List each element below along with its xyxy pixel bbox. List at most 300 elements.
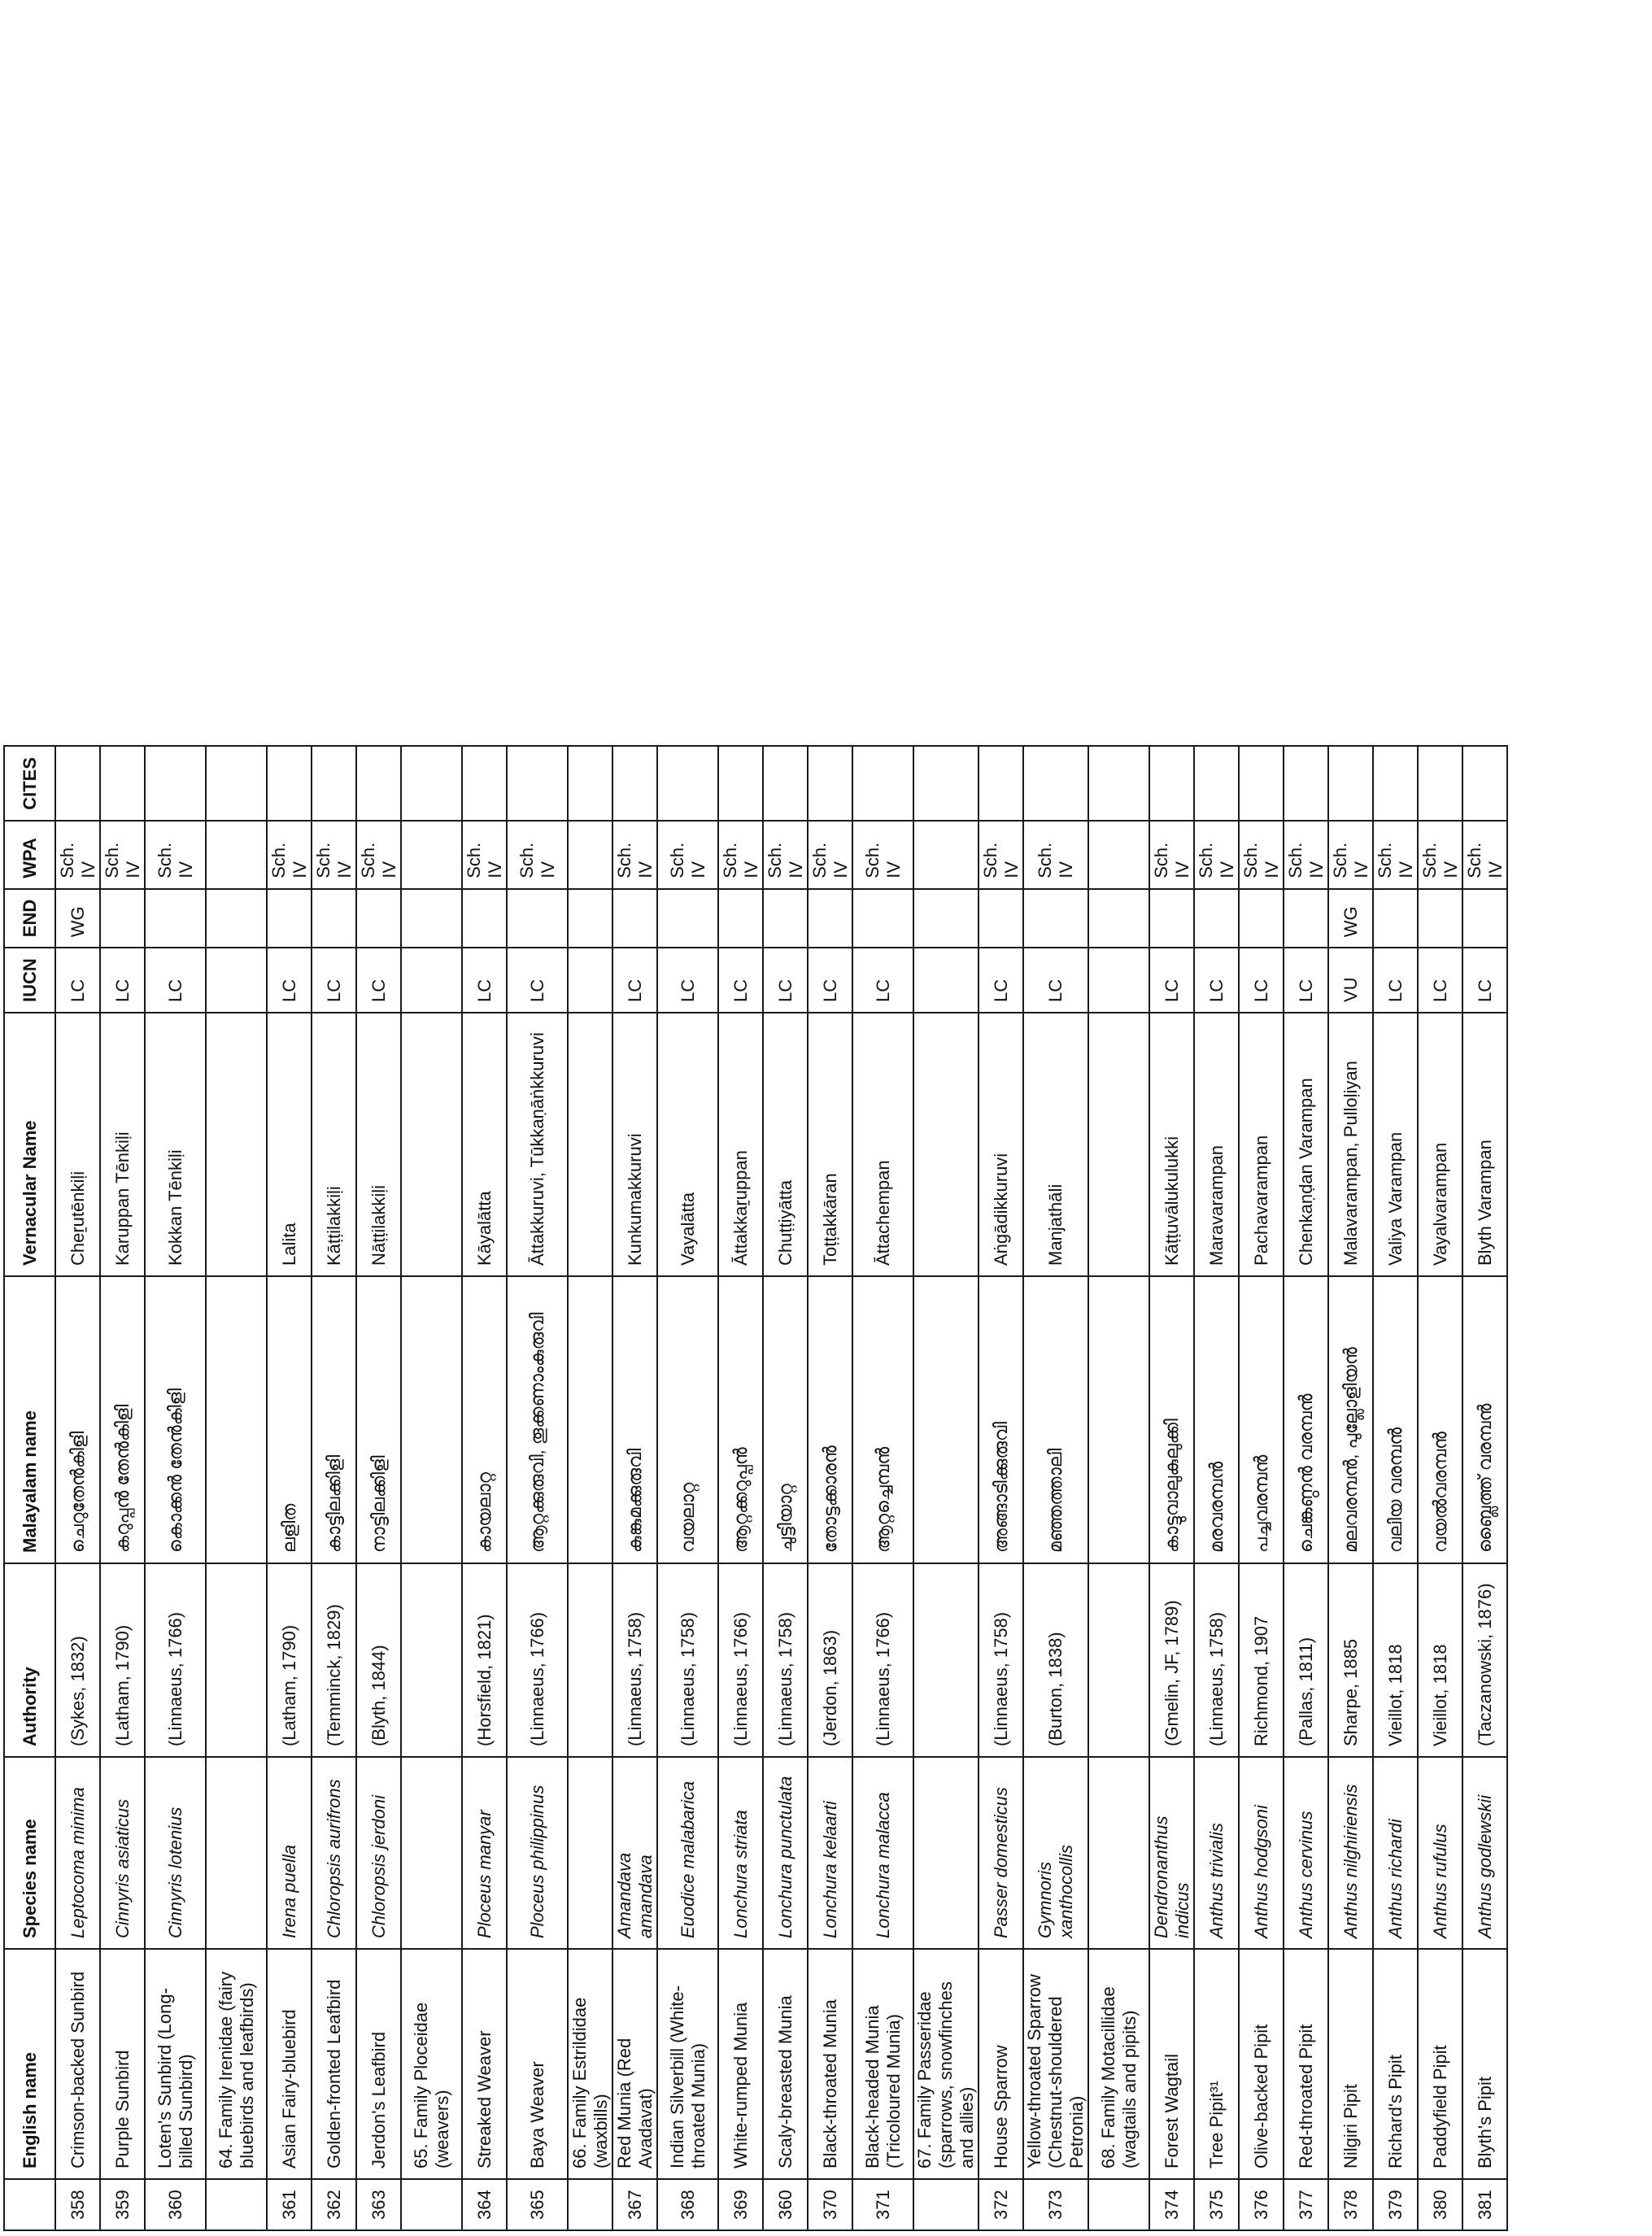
cell-malayalam-name: പച്ചവരമ്പൻ [1239,1276,1284,1563]
cell-vernacular-name: Pachavarampan [1239,1013,1284,1276]
family-heading: 64. Family Irenidae (fairy bluebirds and leafbirds) [206,1949,267,2179]
empty-cell [913,821,979,889]
cell-number: 364 [462,2179,507,2230]
cell-authority: (Linnaeus, 1758) [763,1563,808,1757]
cell-english-name: Asian Fairy-bluebird [267,1949,312,2179]
empty-cell [913,1013,979,1276]
cell-vernacular-name: Aṅgādikkuruvi [979,1013,1023,1276]
cell-iucn: LC [1373,948,1418,1013]
cell-english-name: Yellow-throated Sparrow (Chestnut-shouldered Petronia) [1023,1949,1088,2179]
table-row [718,746,763,2230]
empty-cell [568,948,612,1013]
cell-number [1088,2179,1149,2230]
cell-end [1284,889,1328,948]
cell-authority: Vieillot, 1818 [1418,1563,1462,1757]
table-row [1239,746,1284,2230]
cell-cites [852,746,913,821]
header-row [4,746,55,2230]
cell-iucn: LC [356,948,401,1013]
cell-iucn: LC [979,948,1023,1013]
cell-number: 365 [507,2179,568,2230]
empty-cell [401,1013,462,1276]
cell-species-name: Lonchura malacca [852,1757,913,1949]
cell-species-name: Dendronanthus indicus [1149,1757,1194,1949]
cell-malayalam-name: ചെറുതേൻകിളി [55,1276,100,1563]
cell-malayalam-name: ആറ്റക്കുരുവി, തൂക്കണാംകുരുവി [507,1276,568,1563]
cell-authority: (Jerdon, 1863) [808,1563,852,1757]
cell-cites [718,746,763,821]
table-row [1462,746,1507,2230]
species-table [3,745,1508,2231]
cell-english-name: Jerdon's Leafbird [356,1949,401,2179]
cell-vernacular-name: Āttakkuruvi, Tūkkaṇāṅkkuruvi [507,1013,568,1276]
table-row [145,746,206,2230]
cell-authority: (Taczanowski, 1876) [1462,1563,1507,1757]
empty-cell [568,746,612,821]
family-heading: 67. Family Passeridae (sparrows, snowfinches and allies) [913,1949,979,2179]
cell-malayalam-name: വയൽവരമ്പൻ [1418,1276,1462,1563]
cell-vernacular-name: Āttachempan [852,1013,913,1276]
cell-vernacular-name: Maravarampan [1194,1013,1239,1276]
empty-cell [206,821,267,889]
cell-cites [507,746,568,821]
cell-malayalam-name: ചെങ്കണ്ഠൻ വരമ്പൻ [1284,1276,1328,1563]
cell-vernacular-name: Cheṟutēnkiḷi [55,1013,100,1276]
cell-cites [979,746,1023,821]
cell-number: 370 [808,2179,852,2230]
cell-malayalam-name: വയലാറ്റ [657,1276,718,1563]
cell-wpa: Sch. IV [718,821,763,889]
table-row [612,746,657,2230]
cell-english-name: Tree Pipit³¹ [1194,1949,1239,2179]
cell-number: 375 [1194,2179,1239,2230]
cell-english-name: White-rumped Munia [718,1949,763,2179]
cell-cites [1284,746,1328,821]
cell-malayalam-name: കായലാറ്റ [462,1276,507,1563]
cell-english-name: Indian Silverbill (White-throated Munia) [657,1949,718,2179]
table-row [979,746,1023,2230]
empty-cell [1088,948,1149,1013]
empty-cell [206,1013,267,1276]
cell-species-name: Leptocoma minima [55,1757,100,1949]
empty-cell [206,746,267,821]
cell-cites [808,746,852,821]
empty-cell [913,746,979,821]
cell-vernacular-name: Vayalvarampan [1418,1013,1462,1276]
empty-cell [913,889,979,948]
empty-cell [1088,1276,1149,1563]
cell-species-name: Irena puella [267,1757,312,1949]
empty-cell [568,1757,612,1949]
cell-number [913,2179,979,2230]
empty-cell [401,1276,462,1563]
table-row [1149,746,1194,2230]
cell-species-name: Anthus richardi [1373,1757,1418,1949]
empty-cell [401,1757,462,1949]
cell-iucn: LC [657,948,718,1013]
empty-cell [1088,821,1149,889]
cell-number: 380 [1418,2179,1462,2230]
cell-end [267,889,312,948]
cell-number: 362 [312,2179,356,2230]
cell-number: 378 [1328,2179,1373,2230]
cell-iucn: LC [1462,948,1507,1013]
cell-species-name: Lonchura striata [718,1757,763,1949]
cell-iucn: LC [1149,948,1194,1013]
table-body [55,746,1507,2230]
cell-wpa: Sch. IV [979,821,1023,889]
cell-vernacular-name: Toṭṭakkāran [808,1013,852,1276]
cell-cites [145,746,206,821]
cell-english-name: Black-throated Munia [808,1949,852,2179]
cell-malayalam-name: ലളിത [267,1276,312,1563]
family-heading: 65. Family Ploceidae (weavers) [401,1949,462,2179]
col-header-end: END [4,889,55,948]
empty-cell [206,1757,267,1949]
cell-iucn: LC [145,948,206,1013]
cell-vernacular-name: Karuppan Tēnkiḷi [100,1013,145,1276]
cell-cites [55,746,100,821]
col-header-cites: CITES [4,746,55,821]
empty-cell [401,746,462,821]
cell-english-name: Olive-backed Pipit [1239,1949,1284,2179]
cell-vernacular-name: Kāyalātta [462,1013,507,1276]
cell-vernacular-name: Kokkan Tēnkiḷi [145,1013,206,1276]
empty-cell [568,821,612,889]
cell-vernacular-name: Chuṭṭiyātta [763,1013,808,1276]
cell-iucn: LC [718,948,763,1013]
cell-iucn: VU [1328,948,1373,1013]
cell-iucn: LC [55,948,100,1013]
cell-end [1373,889,1418,948]
cell-end [1194,889,1239,948]
cell-species-name: Anthus hodgsoni [1239,1757,1284,1949]
cell-cites [1462,746,1507,821]
cell-wpa: Sch. IV [808,821,852,889]
table-row [1023,746,1088,2230]
cell-english-name: Blyth's Pipit [1462,1949,1507,2179]
cell-end: WG [55,889,100,948]
cell-malayalam-name: മരവരമ്പൻ [1194,1276,1239,1563]
cell-authority: Richmond, 1907 [1239,1563,1284,1757]
cell-end [763,889,808,948]
cell-cites [1328,746,1373,821]
cell-wpa: Sch. IV [267,821,312,889]
family-row [568,746,612,2230]
col-header-malayalam-name: Malayalam name [4,1276,55,1563]
cell-end [1462,889,1507,948]
cell-end [1239,889,1284,948]
cell-wpa: Sch. IV [100,821,145,889]
cell-species-name: Anthus cervinus [1284,1757,1328,1949]
cell-end [808,889,852,948]
cell-wpa: Sch. IV [312,821,356,889]
empty-cell [1088,1013,1149,1276]
cell-end [1418,889,1462,948]
cell-malayalam-name: കറുപ്പൻ തേൻകിളി [100,1276,145,1563]
empty-cell [1088,1563,1149,1757]
cell-authority: (Linnaeus, 1758) [979,1563,1023,1757]
family-row [1088,746,1149,2230]
cell-species-name: Ploceus manyar [462,1757,507,1949]
cell-iucn: LC [1023,948,1088,1013]
cell-english-name: Scaly-breasted Munia [763,1949,808,2179]
table-row [100,746,145,2230]
table-row [1418,746,1462,2230]
cell-authority: (Horsfield, 1821) [462,1563,507,1757]
family-heading: 66. Family Estrildidae (waxbills) [568,1949,612,2179]
col-header-vernacular-name: Vernacular Name [4,1013,55,1276]
cell-authority: (Linnaeus, 1766) [145,1563,206,1757]
col-header-english-name: English name [4,1949,55,2179]
cell-number: 381 [1462,2179,1507,2230]
table-row [1328,746,1373,2230]
table-row [1194,746,1239,2230]
cell-english-name: Red-throated Pipit [1284,1949,1328,2179]
cell-iucn: LC [462,948,507,1013]
cell-number: 368 [657,2179,718,2230]
cell-wpa: Sch. IV [612,821,657,889]
cell-english-name: Forest Wagtail [1149,1949,1194,2179]
table-row [808,746,852,2230]
cell-vernacular-name: Lalita [267,1013,312,1276]
cell-end [718,889,763,948]
cell-cites [462,746,507,821]
cell-species-name: Passer domesticus [979,1757,1023,1949]
cell-english-name: Black-headed Munia (Tricoloured Munia) [852,1949,913,2179]
table-row [267,746,312,2230]
cell-end: WG [1328,889,1373,948]
cell-cites [1194,746,1239,821]
cell-end [356,889,401,948]
cell-cites [657,746,718,821]
cell-vernacular-name: Kāṭṭilakkiḷi [312,1013,356,1276]
cell-vernacular-name: Blyth Varampan [1462,1013,1507,1276]
cell-cites [356,746,401,821]
cell-wpa: Sch. IV [1328,821,1373,889]
cell-english-name: Golden-fronted Leafbird [312,1949,356,2179]
cell-number: 374 [1149,2179,1194,2230]
cell-malayalam-name: വലിയ വരമ്പൻ [1373,1276,1418,1563]
cell-english-name: House Sparrow [979,1949,1023,2179]
empty-cell [401,821,462,889]
cell-authority: (Linnaeus, 1766) [718,1563,763,1757]
cell-english-name: Loten's Sunbird (Long-billed Sunbird) [145,1949,206,2179]
empty-cell [568,1276,612,1563]
cell-end [612,889,657,948]
cell-authority: (Burton, 1838) [1023,1563,1088,1757]
cell-cites [1418,746,1462,821]
cell-iucn: LC [312,948,356,1013]
cell-english-name: Crimson-backed Sunbird [55,1949,100,2179]
cell-vernacular-name: Āttakkaṟuppan [718,1013,763,1276]
table-row [852,746,913,2230]
cell-iucn: LC [1284,948,1328,1013]
cell-malayalam-name: കുങ്കുമക്കുരുവി [612,1276,657,1563]
cell-malayalam-name: മഞ്ഞത്താലി [1023,1276,1088,1563]
cell-number: 360 [145,2179,206,2230]
cell-number [568,2179,612,2230]
cell-authority: (Linnaeus, 1758) [1194,1563,1239,1757]
cell-malayalam-name: തോട്ടക്കാരൻ [808,1276,852,1563]
table-row [312,746,356,2230]
cell-malayalam-name: കൊക്കൻ തേൻകിളി [145,1276,206,1563]
family-row [401,746,462,2230]
cell-wpa: Sch. IV [462,821,507,889]
cell-number: 377 [1284,2179,1328,2230]
col-header-wpa: WPA [4,821,55,889]
cell-wpa: Sch. IV [1418,821,1462,889]
cell-english-name: Streaked Weaver [462,1949,507,2179]
cell-number: 359 [100,2179,145,2230]
empty-cell [206,948,267,1013]
cell-authority: (Linnaeus, 1758) [657,1563,718,1757]
cell-malayalam-name: കാട്ടുവാലുകുലുക്കി [1149,1276,1194,1563]
empty-cell [1088,1757,1149,1949]
cell-species-name: Lonchura kelaarti [808,1757,852,1949]
cell-cites [1023,746,1088,821]
table-row [1284,746,1328,2230]
cell-end [657,889,718,948]
col-header-species-name: Species name [4,1757,55,1949]
cell-number: 361 [267,2179,312,2230]
cell-wpa: Sch. IV [1239,821,1284,889]
cell-wpa: Sch. IV [145,821,206,889]
cell-english-name: Paddyfield Pipit [1418,1949,1462,2179]
family-row [206,746,267,2230]
cell-vernacular-name: Valiya Varampan [1373,1013,1418,1276]
col-header-iucn: IUCN [4,948,55,1013]
cell-wpa: Sch. IV [1194,821,1239,889]
empty-cell [401,889,462,948]
cell-end [1149,889,1194,948]
cell-authority: Sharpe, 1885 [1328,1563,1373,1757]
cell-wpa: Sch. IV [852,821,913,889]
cell-cites [763,746,808,821]
cell-number: 369 [718,2179,763,2230]
cell-end [100,889,145,948]
cell-species-name: Cinnyris asiaticus [100,1757,145,1949]
cell-authority: (Blyth, 1844) [356,1563,401,1757]
cell-iucn: LC [1194,948,1239,1013]
table-row [55,746,100,2230]
cell-number [401,2179,462,2230]
cell-species-name: Anthus rufulus [1418,1757,1462,1949]
table-row [763,746,808,2230]
cell-wpa: Sch. IV [356,821,401,889]
table-row [1373,746,1418,2230]
cell-malayalam-name: ബ്ലൈത്ത് വരമ്പൻ [1462,1276,1507,1563]
cell-english-name: Baya Weaver [507,1949,568,2179]
cell-species-name: Cinnyris lotenius [145,1757,206,1949]
cell-wpa: Sch. IV [55,821,100,889]
cell-malayalam-name: ആറ്റക്കറുപ്പൻ [718,1276,763,1563]
cell-number: 376 [1239,2179,1284,2230]
cell-end [852,889,913,948]
cell-wpa: Sch. IV [763,821,808,889]
cell-number: 371 [852,2179,913,2230]
cell-malayalam-name: കാട്ടിലക്കിളി [312,1276,356,1563]
cell-malayalam-name: അങ്ങാടിക്കുരുവി [979,1276,1023,1563]
cell-authority: (Sykes, 1832) [55,1563,100,1757]
cell-end [979,889,1023,948]
cell-species-name: Anthus nilghiriensis [1328,1757,1373,1949]
cell-authority: (Latham, 1790) [267,1563,312,1757]
empty-cell [568,1563,612,1757]
cell-cites [100,746,145,821]
cell-number: 367 [612,2179,657,2230]
cell-authority: (Linnaeus, 1766) [507,1563,568,1757]
cell-english-name: Richard's Pipit [1373,1949,1418,2179]
cell-cites [1239,746,1284,821]
empty-cell [913,1563,979,1757]
col-header-number [4,2179,55,2230]
cell-end [507,889,568,948]
cell-species-name: Anthus trivialis [1194,1757,1239,1949]
cell-vernacular-name: Nāṭṭilakkiḷi [356,1013,401,1276]
cell-vernacular-name: Malavarampan, Pulloḷiyan [1328,1013,1373,1276]
empty-cell [401,1563,462,1757]
cell-vernacular-name: Kunkumakkuruvi [612,1013,657,1276]
family-row [913,746,979,2230]
cell-wpa: Sch. IV [1284,821,1328,889]
cell-english-name: Nilgiri Pipit [1328,1949,1373,2179]
cell-number: 358 [55,2179,100,2230]
cell-wpa: Sch. IV [507,821,568,889]
cell-authority: (Linnaeus, 1766) [852,1563,913,1757]
cell-iucn: LC [612,948,657,1013]
cell-number: 360 [763,2179,808,2230]
cell-species-name: Anthus godlewskii [1462,1757,1507,1949]
cell-authority: (Linnaeus, 1758) [612,1563,657,1757]
cell-number: 372 [979,2179,1023,2230]
col-header-authority: Authority [4,1563,55,1757]
cell-authority: (Gmelin, JF, 1789) [1149,1563,1194,1757]
cell-iucn: LC [852,948,913,1013]
cell-number: 379 [1373,2179,1418,2230]
empty-cell [1088,889,1149,948]
cell-end [312,889,356,948]
cell-cites [267,746,312,821]
cell-iucn: LC [763,948,808,1013]
cell-iucn: LC [100,948,145,1013]
empty-cell [568,1013,612,1276]
cell-species-name: Amandava amandava [612,1757,657,1949]
cell-species-name: Chloropsis jerdoni [356,1757,401,1949]
family-heading: 68. Family Motacillidae (wagtails and pipits) [1088,1949,1149,2179]
empty-cell [206,889,267,948]
cell-species-name: Lonchura punctulata [763,1757,808,1949]
cell-iucn: LC [267,948,312,1013]
table-row [507,746,568,2230]
cell-species-name: Chloropsis aurifrons [312,1757,356,1949]
table-row [462,746,507,2230]
cell-iucn: LC [808,948,852,1013]
cell-number: 363 [356,2179,401,2230]
empty-cell [206,1276,267,1563]
cell-cites [312,746,356,821]
cell-authority: Vieillot, 1818 [1373,1563,1418,1757]
cell-iucn: LC [1239,948,1284,1013]
cell-authority: (Pallas, 1811) [1284,1563,1328,1757]
cell-malayalam-name: ചുട്ടിയാറ്റ [763,1276,808,1563]
cell-malayalam-name: ആറ്റച്ചെമ്പൻ [852,1276,913,1563]
cell-vernacular-name: Chenkaṇḍan Varampan [1284,1013,1328,1276]
cell-wpa: Sch. IV [1023,821,1088,889]
cell-end [145,889,206,948]
cell-authority: (Latham, 1790) [100,1563,145,1757]
cell-species-name: Ploceus philippinus [507,1757,568,1949]
